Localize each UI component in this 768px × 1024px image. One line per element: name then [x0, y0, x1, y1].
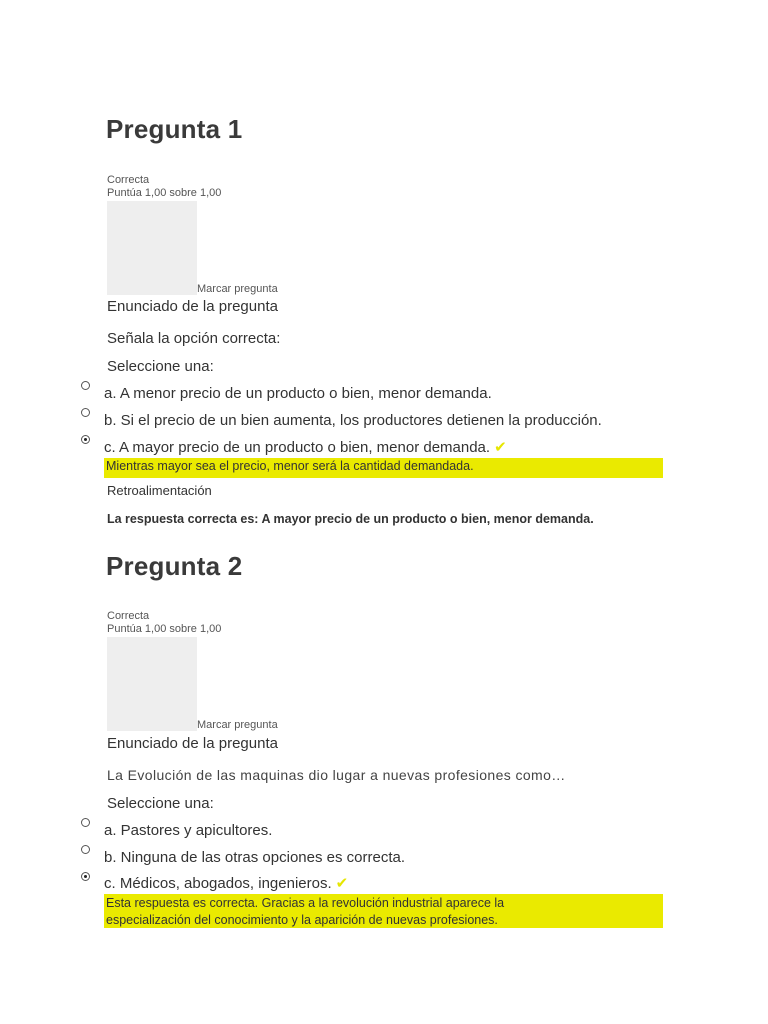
radio-option-a[interactable]	[81, 381, 90, 390]
statement-label: Enunciado de la pregunta	[107, 298, 278, 315]
option-c[interactable]	[104, 438, 507, 456]
flag-question-link[interactable]: Marcar pregunta	[197, 719, 278, 731]
question-score: Puntúa 1,00 sobre 1,00	[107, 187, 222, 199]
feedback-line: especialización del conocimiento y la aparición de nuevas profesiones.	[106, 912, 498, 927]
question-score: Puntúa 1,00 sobre 1,00	[107, 623, 222, 635]
feedback-line: Esta respuesta es correcta. Gracias a la revolución industrial aparece la	[106, 896, 505, 910]
checkmark-icon: ✔	[335, 875, 349, 892]
flag-icon[interactable]	[107, 637, 197, 731]
radio-option-c[interactable]	[81, 435, 90, 444]
option-b-label[interactable]: b. Ninguna de las otras opciones es correcta.	[104, 849, 406, 866]
select-one-label: Seleccione una:	[107, 795, 214, 812]
question-prompt: Señala la opción correcta:	[107, 330, 281, 347]
radio-option-a[interactable]	[81, 818, 90, 827]
question-title: Pregunta 2	[106, 551, 243, 581]
select-one-label: Seleccione una:	[107, 358, 214, 375]
correct-answer: La respuesta correcta es: A mayor precio de un producto o bien, menor demanda.	[107, 512, 594, 526]
feedback-highlight: Mientras mayor sea el precio, menor será la cantidad demandada.	[104, 458, 663, 478]
feedback-heading: Retroalimentación	[107, 483, 212, 498]
flag-question-link[interactable]: Marcar pregunta	[197, 283, 278, 295]
radio-option-b[interactable]	[81, 408, 90, 417]
option-a-label[interactable]: a. Pastores y apicultores.	[104, 822, 273, 839]
question-title: Pregunta 1	[106, 114, 243, 144]
option-a-label[interactable]: a. A menor precio de un producto o bien, menor demanda.	[104, 385, 492, 402]
question-prompt: La Evolución de las maquinas dio lugar a nuevas profesiones como…	[107, 767, 566, 783]
question-status: Correcta	[107, 610, 150, 622]
option-c[interactable]	[104, 874, 348, 892]
option-b-label[interactable]: b. Si el precio de un bien aumenta, los productores detienen la producción.	[104, 412, 602, 429]
question-status: Correcta	[107, 174, 150, 186]
radio-option-b[interactable]	[81, 845, 90, 854]
flag-icon[interactable]	[107, 201, 197, 295]
checkmark-icon: ✔	[494, 439, 507, 456]
feedback-highlight	[104, 894, 663, 928]
radio-option-c[interactable]	[81, 872, 90, 881]
statement-label: Enunciado de la pregunta	[107, 735, 278, 752]
option-c-label: c. A mayor precio de un producto o bien, menor demanda.	[104, 439, 491, 456]
option-c-label: c. Médicos, abogados, ingenieros.	[104, 875, 332, 892]
